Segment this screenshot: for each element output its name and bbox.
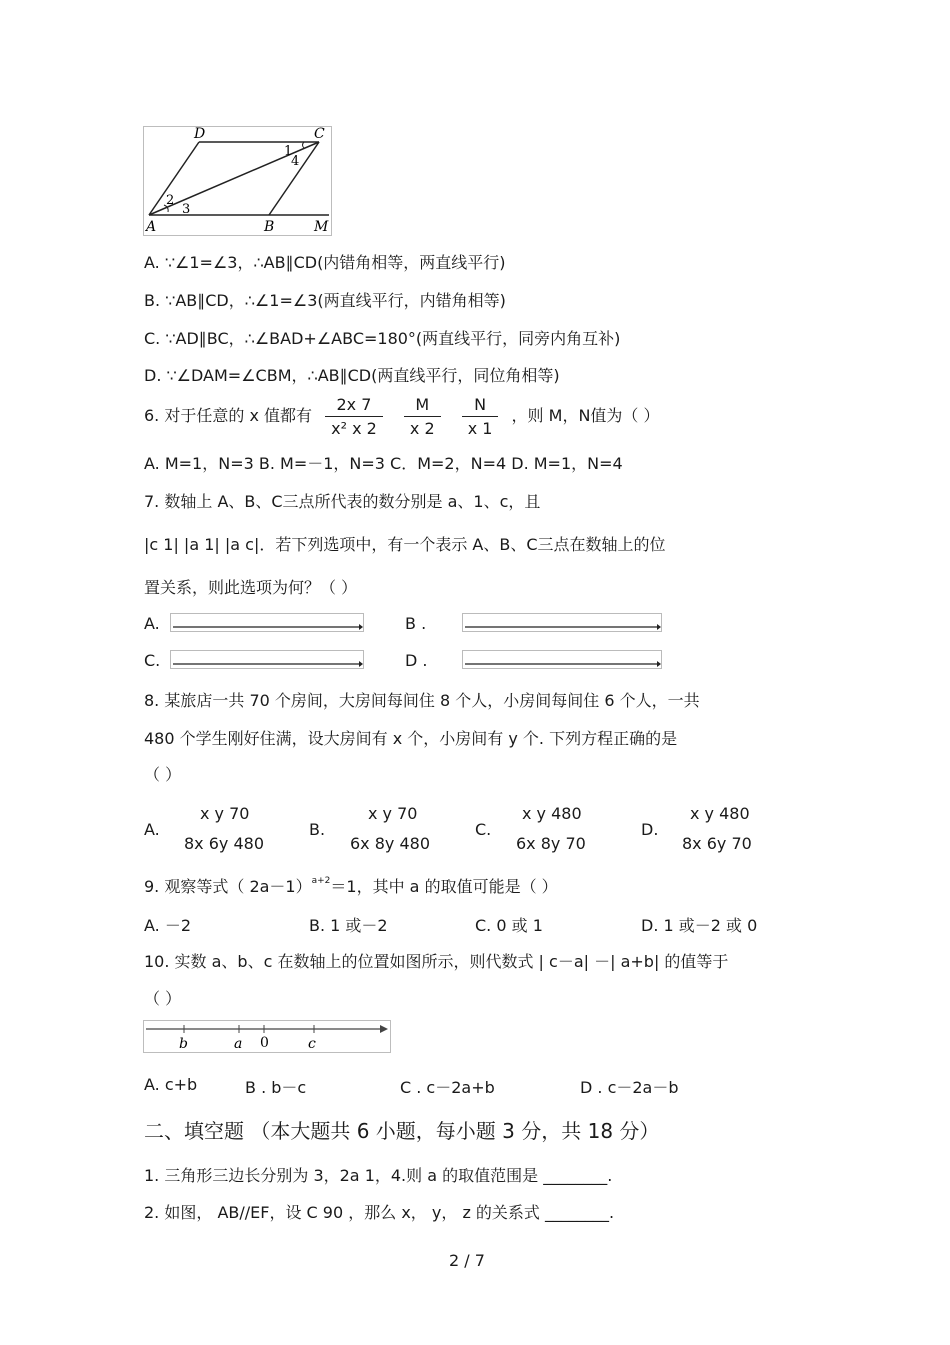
q6-prefix: 6. 对于任意的 x 值都有: [144, 406, 312, 425]
q8-option-b-eq2: 6x 8y 480: [350, 834, 431, 853]
label-A: A: [146, 219, 157, 235]
q6-fraction-2: [404, 395, 441, 438]
q8-option-d-eq2: 8x 6y 70: [682, 834, 752, 853]
angle-2-label: 2: [166, 193, 175, 208]
label-C: C: [314, 127, 325, 142]
q6-frac2-denominator: x 2: [409, 419, 435, 438]
q10-option-d: D . c－2a－b: [580, 1078, 679, 1097]
q8-option-a-eq1: x y 70: [200, 804, 250, 823]
q10-line2: （ ）: [144, 989, 182, 1008]
q5-option-b: B. ∵AB∥CD，∴∠1=∠3(两直线平行，内错角相等): [144, 291, 506, 310]
q9-option-c: C. 0 或 1: [475, 916, 543, 935]
q9-option-a: A. －2: [144, 916, 192, 935]
label-M: M: [314, 219, 329, 235]
q7-numberline-c: [170, 650, 364, 669]
angle-3-label: 3: [182, 202, 191, 217]
label-B: B: [264, 219, 275, 235]
q8-option-d-eq1: x y 480: [690, 804, 750, 823]
angle-4-label: 4: [291, 154, 300, 169]
q6-frac2-numerator: M: [404, 395, 441, 417]
q10-numberline-figure: [143, 1020, 391, 1053]
q6-frac1-denominator: x² x 2: [331, 419, 377, 438]
section-2-title: 二、填空题 （本大题共 6 小题，每小题 3 分，共 18 分）: [144, 1119, 660, 1143]
q6-suffix: ，则 M，N值为（ ）: [511, 406, 660, 425]
page-number: 2 / 7: [449, 1251, 485, 1270]
q7-option-d-label: D .: [405, 651, 428, 670]
q5-option-d: D. ∵∠DAM=∠CBM，∴AB∥CD(两直线平行，同位角相等): [144, 366, 560, 385]
q7-line3: 置关系，则此选项为何？（ ）: [144, 578, 358, 597]
q8-option-c-eq2: 6x 8y 70: [516, 834, 586, 853]
q6-frac3-denominator: x 1: [467, 419, 493, 438]
fill-q1: 1. 三角形三边长分别为 3，2a 1，4.则 a 的取值范围是 ________.: [144, 1166, 613, 1185]
q8-option-d-label: D.: [641, 820, 659, 839]
q8-line1: 8. 某旅店一共 70 个房间，大房间每间住 8 个人，小房间每间住 6 个人，一共: [144, 691, 700, 710]
q10-option-c: C . c－2a+b: [400, 1078, 495, 1097]
q6-frac1-numerator: 2x 7: [325, 395, 383, 417]
q7-option-a-label: A.: [144, 614, 160, 633]
q9-option-d: D. 1 或－2 或 0: [641, 916, 758, 935]
q6-fraction-3: [462, 395, 499, 438]
q7-numberline-a: [170, 613, 364, 632]
q5-option-c: C. ∵AD∥BC，∴∠BAD+∠ABC=180°(两直线平行，同旁内角互补): [144, 329, 621, 348]
q7-option-c-label: C.: [144, 651, 161, 670]
q10-point-a: a: [234, 1036, 243, 1052]
q8-line3: （ ）: [144, 765, 182, 784]
q10-option-b: B . b－c: [245, 1078, 307, 1097]
q10-point-0: 0: [260, 1035, 269, 1051]
q7-option-b-label: B .: [405, 614, 427, 633]
q8-option-b-label: B.: [309, 820, 326, 839]
q10-point-c: c: [308, 1036, 316, 1052]
parallelogram-figure: [143, 126, 332, 236]
q6-frac3-numerator: N: [462, 395, 499, 417]
q10-line1: 10. 实数 a、b、c 在数轴上的位置如图所示，则代数式 | c－a| －| a+b| 的值等于: [144, 952, 729, 971]
q8-line2: 480 个学生刚好住满，设大房间有 x 个，小房间有 y 个. 下列方程正确的是: [144, 729, 678, 748]
q7-line1: 7. 数轴上 A、B、C三点所代表的数分别是 a、1、c，且: [144, 492, 541, 511]
q5-option-a: A. ∵∠1=∠3，∴AB∥CD(内错角相等，两直线平行): [144, 253, 506, 272]
q6-stem: [144, 395, 660, 438]
q7-numberline-b: [462, 613, 662, 632]
fill-q2: 2. 如图， AB//EF，设 C 90 ，那么 x， y， z 的关系式 ________.: [144, 1203, 615, 1222]
q9-exponent: a+2: [311, 876, 331, 886]
q9-option-b: B. 1 或－2: [309, 916, 388, 935]
q8-option-a-eq2: 8x 6y 480: [184, 834, 265, 853]
q6-fraction-1: [325, 395, 383, 438]
q8-option-a-label: A.: [144, 820, 160, 839]
q8-option-b-eq1: x y 70: [368, 804, 418, 823]
label-D: D: [194, 127, 206, 142]
q6-options: A. M=1，N=3 B. M=－1，N=3 C．M=2，N=4 D. M=1，N=4: [144, 454, 623, 473]
q9-stem-part1: 9. 观察等式（ 2a－1）: [144, 877, 312, 896]
q7-line2: |c 1| |a 1| |a c|．若下列选项中，有一个表示 A、B、C三点在数轴上的位: [144, 535, 666, 554]
q9-stem-part2: ＝1，其中 a 的取值可能是（ ）: [330, 877, 558, 896]
q7-numberline-d: [462, 650, 662, 669]
q10-point-b: b: [179, 1036, 188, 1052]
q9-stem: [144, 874, 558, 897]
q8-option-c-label: C.: [475, 820, 492, 839]
angle-1-label: 1: [284, 144, 293, 159]
q8-option-c-eq1: x y 480: [522, 804, 582, 823]
q10-option-a: A. c+b: [144, 1075, 198, 1094]
